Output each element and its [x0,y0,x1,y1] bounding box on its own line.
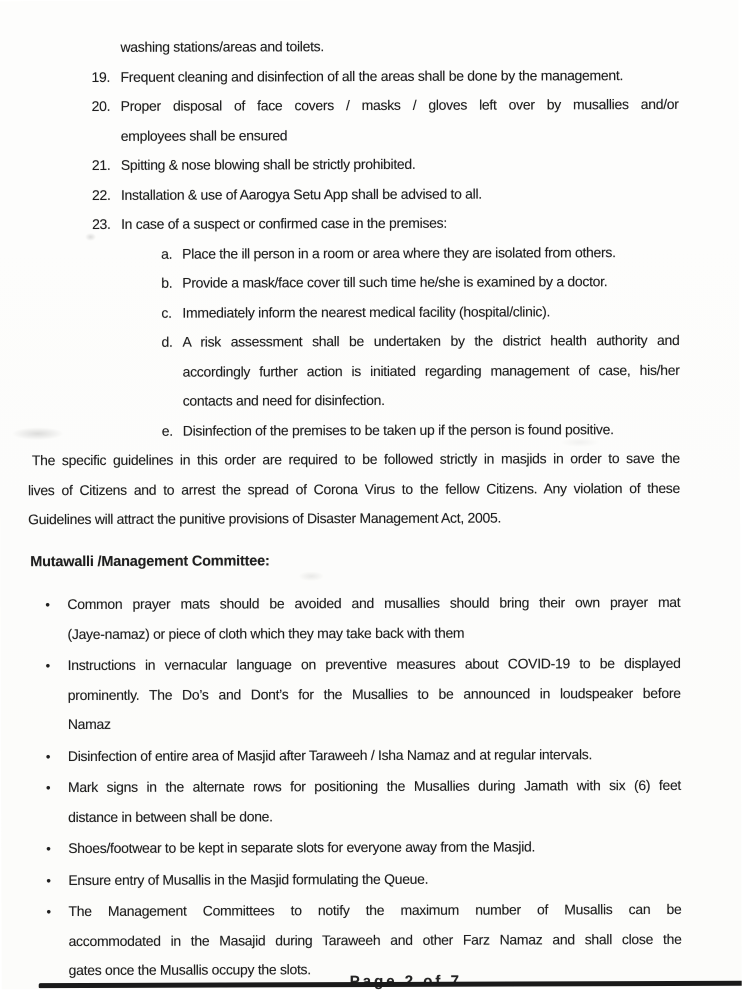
text-line: A risk assessment shall be undertaken by the district health authority and [182,331,680,350]
sublist-item-e [162,414,680,445]
text-line: employees shall be ensured [120,126,288,144]
bullet-item-footwear [46,832,681,864]
list-marker [91,33,120,63]
list-item-19 [91,60,678,92]
text-line: Disinfection of the premises to be taken up if the person is found positive. [182,420,614,439]
text-line: washing stations/areas and toilets. [120,38,324,55]
list-letter: b. [161,274,173,291]
list-number: 19. [91,68,111,85]
list-number: 23. [92,215,111,232]
lettered-sublist [0,237,680,446]
bullet-icon: • [45,658,50,674]
text-line: Immediately inform the nearest medical facility (hospital/clinic). [182,302,551,321]
bullet-item-queue [46,863,681,895]
section-heading: Mutawalli /Management Committee: [30,552,270,570]
sublist-item-d [161,326,679,416]
text-line: Shoes/footwear to be kept in separate slots for everyone away from the Masjid. [68,838,536,857]
text-line: Spitting & nose blowing shall be strictly prohibited. [120,155,416,173]
text-line: lives of Citizens and to arrest the spread of Corona Virus to the fellow Citizens. Any violation of these [27,479,681,498]
bullet-icon: • [46,872,51,888]
sublist-item-c [161,296,679,327]
bullet-item-mark-signs [46,771,681,832]
text-line: Disinfection of entire area of Masjid after Taraweeh / Isha Namaz and at regular intervals. [67,745,593,764]
scan-smudge [85,233,96,241]
bullet-item-prayer-mats [45,588,680,649]
text-line: In case of a suspect or confirmed case in the premises: [121,214,447,232]
bullet-icon: • [45,780,51,796]
sublist-item-a [161,237,679,268]
text-line: Installation & use of Aarogya Setu App shall be advised to all. [120,185,482,203]
scan-smudge [298,571,324,581]
text-line: Place the ill person in a room or area where they are isolated from others. [182,243,616,262]
guidelines-paragraph [0,444,680,535]
text-line: Instructions in vernacular language on preventive measures about COVID-19 to be displayed [67,654,681,674]
list-letter: e. [161,422,173,439]
list-number: 21. [91,156,111,173]
list-number: 22. [91,186,111,203]
list-item-20 [92,90,679,151]
bullet-icon: • [45,597,50,613]
list-letter: d. [161,333,173,350]
text-line: (Jaye-namaz) or piece of cloth which they may take back with them [67,624,465,642]
text-line: The specific guidelines in this order are required to be followed strictly in masjids in order to save the [31,449,680,469]
list-item-23 [92,208,679,240]
list-item-22 [92,178,679,210]
bullet-icon: • [45,748,51,764]
text-line: Frequent cleaning and disinfection of all the areas shall be done by the management. [120,66,624,85]
text-line: contacts and need for disinfection. [182,391,385,409]
text-line: Ensure entry of Musallis in the Masjid formulating the Queue. [68,870,429,888]
text-line: Common prayer mats should be avoided and musallies should bring their own prayer mat [67,593,681,613]
text-line: distance in between shall be done. [68,807,273,825]
text-line: accordingly further action is initiated regarding management of case, his/her [182,361,680,380]
text-line: accommodated in the Masajid during Taraweeh and other Farz Namaz and shall close the [68,930,682,949]
numbered-list [0,31,679,240]
text-line: Guidelines will attract the punitive provisions of Disaster Management Act, 2005. [28,509,502,528]
list-item-21 [92,149,679,181]
bullet-icon: • [46,841,51,857]
list-item-18-continuation [91,31,678,63]
sublist-item-b [161,267,679,298]
text-line: Provide a mask/face cover till such time he/she is examined by a doctor. [182,273,608,291]
text-line: The Management Committees to notify the maximum number of Musallis can be [68,900,682,920]
text-line: gates once the Musallis occupy the slots. [68,961,311,979]
text-line: prominently. The Do’s and Dont’s for the Musallies to be announced in loudspeaker before [67,684,681,703]
bullet-icon: • [46,904,51,920]
list-number: 20. [91,97,111,114]
list-letter: a. [161,245,173,262]
bullet-item-max-musallis [46,895,681,986]
text-line: Mark signs in the alternate rows for positioning the Musallies during Jamath with six (6) feet [67,776,682,796]
bullet-item-instructions [46,649,681,740]
bullet-list [0,588,681,986]
text-line: Namaz [67,715,111,733]
bullet-item-disinfection [46,739,681,771]
list-letter: c. [161,304,172,321]
text-line: Proper disposal of face covers / masks / gloves left over by musallies and/or [120,95,679,114]
